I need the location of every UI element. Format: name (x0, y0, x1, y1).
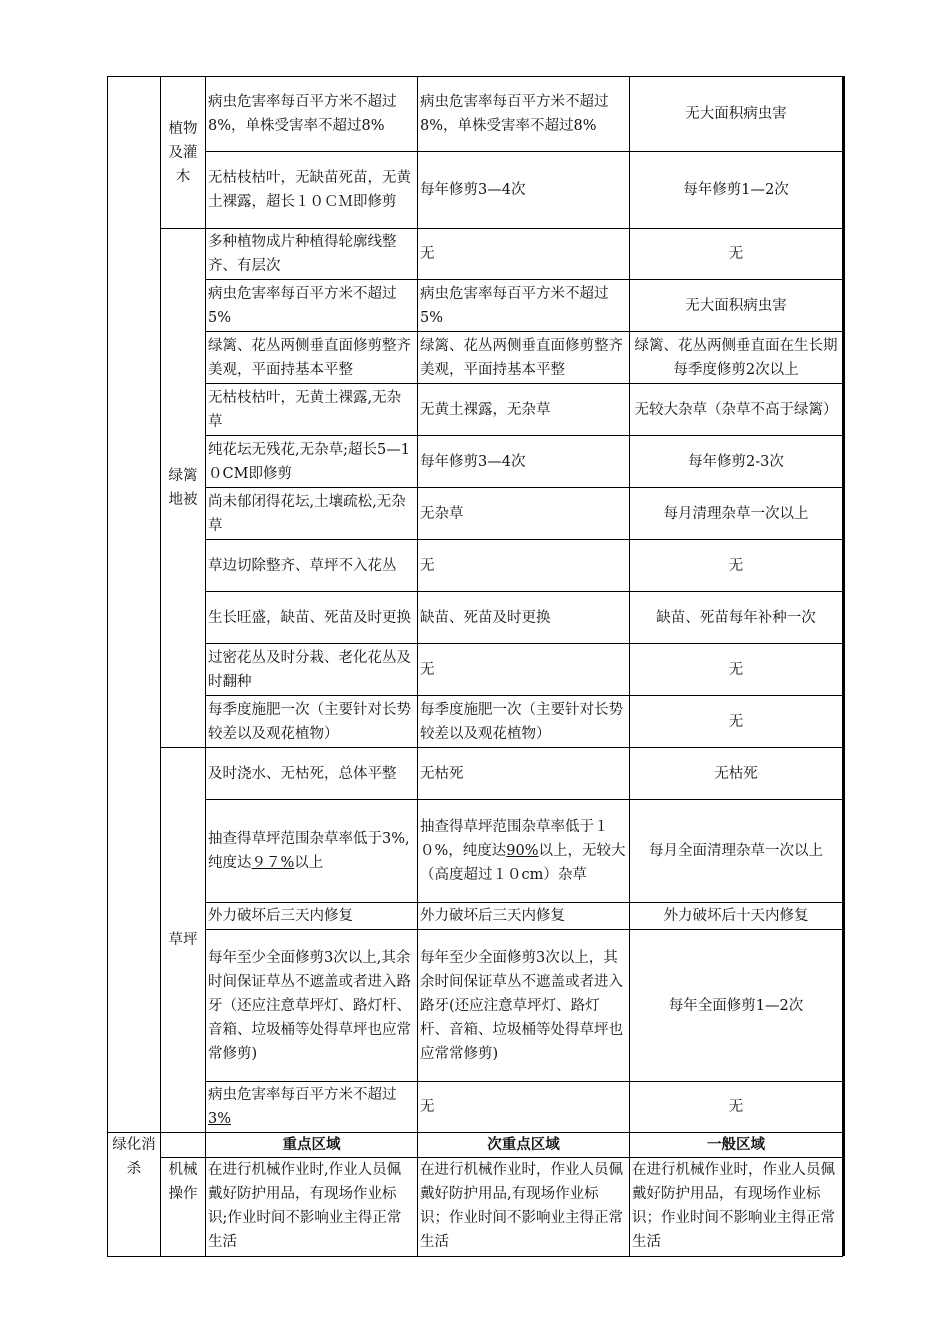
cell-secondary-area: 病虫危害率每百平方米不超过8%，单株受害率不超过8% (418, 77, 630, 152)
table-row (108, 488, 843, 540)
cell-secondary-area: 绿篱、花丛两侧垂直面修剪整齐美观，平面持基本平整 (418, 332, 630, 384)
cell-general-area: 每月全面清理杂草一次以上 (630, 800, 843, 903)
underlined-value: ９７% (251, 855, 295, 871)
table-row (108, 930, 843, 1082)
group-label-plants-shrubs: 植物及灌木 (161, 77, 206, 229)
cell-general-area: 无 (630, 644, 843, 696)
cell-key-area: 多种植物成片种植得轮廓线整齐、有层次 (206, 229, 418, 280)
cell-secondary-area: 无 (418, 540, 630, 592)
cell-secondary-area: 每季度施肥一次（主要针对长势较差以及观花植物） (418, 696, 630, 748)
table-row (108, 152, 843, 229)
cell-general-area: 在进行机械作业时，作业人员佩戴好防护用品，有现场作业标识；作业时间不影响业主得正常生活 (630, 1158, 843, 1257)
cell-secondary-area: 在进行机械作业时，作业人员佩戴好防护用品,有现场作业标识；作业时间不影响业主得正常生活 (418, 1158, 630, 1257)
cell-key-area (206, 800, 418, 903)
table-header-row (108, 1133, 843, 1158)
cell-key-area: 过密花丛及时分栽、老化花丛及时翻种 (206, 644, 418, 696)
table-row (108, 1158, 843, 1257)
cell-key-area: 无枯枝枯叶，无缺苗死苗，无黄土裸露，超长１０ＣＭ即修剪 (206, 152, 418, 229)
cell-key-area: 尚未郁闭得花坛,土壤疏松,无杂草 (206, 488, 418, 540)
cell-general-area: 无 (630, 1082, 843, 1133)
group-label-machine-operation: 机械操作 (161, 1158, 206, 1257)
table-row (108, 696, 843, 748)
table-row (108, 903, 843, 930)
cell-general-area: 无 (630, 229, 843, 280)
pest-control-table (107, 1132, 843, 1257)
cell-general-area: 每年修剪2-3次 (630, 436, 843, 488)
cell-secondary-area: 每年修剪3—4次 (418, 152, 630, 229)
cell-key-area: 草边切除整齐、草坪不入花丛 (206, 540, 418, 592)
cell-general-area: 每年修剪1—2次 (630, 152, 843, 229)
cell-general-area: 外力破坏后十天内修复 (630, 903, 843, 930)
cell-secondary-area (418, 800, 630, 903)
cell-general-area: 缺苗、死苗每年补种一次 (630, 592, 843, 644)
table-row (108, 280, 843, 332)
text: 以上，无较大（高度超过１０cm）杂草 (420, 843, 626, 883)
group-label-hedge-groundcover: 绿篱地被 (161, 229, 206, 748)
greening-standards-table (107, 76, 843, 1133)
cell-secondary-area: 无 (418, 1082, 630, 1133)
cell-secondary-area: 无 (418, 229, 630, 280)
cell-secondary-area: 每年修剪3—4次 (418, 436, 630, 488)
header-key-area: 重点区域 (206, 1133, 418, 1158)
table-row (108, 644, 843, 696)
cell-secondary-area: 每年至少全面修剪3次以上，其余时间保证草丛不遮盖或者进入路牙(还应注意草坪灯、路灯杆、音箱、垃圾桶等处得草坪也应常常修剪) (418, 930, 630, 1082)
underlined-value: 3% (208, 1111, 232, 1127)
text: 抽查得草坪范围杂草率低于１０%，纯度达 (420, 819, 609, 859)
cell-secondary-area: 无黄土裸露，无杂草 (418, 384, 630, 436)
cell-key-area: 每年至少全面修剪3次以上,其余时间保证草丛不遮盖或者进入路牙（还应注意草坪灯、路灯杆、音箱、垃圾桶等处得草坪也应常常修剪) (206, 930, 418, 1082)
table-row (108, 384, 843, 436)
cell-general-area: 无大面积病虫害 (630, 77, 843, 152)
cell-key-area: 每季度施肥一次（主要针对长势较差以及观花植物） (206, 696, 418, 748)
table-row (108, 748, 843, 800)
text: 以上 (294, 855, 324, 871)
cell-key-area (206, 1082, 418, 1133)
cell-general-area: 每年全面修剪1—2次 (630, 930, 843, 1082)
cell-general-area: 无 (630, 696, 843, 748)
text: 抽查得草坪范围杂草率低于3%,纯度达 (208, 831, 410, 871)
cell-secondary-area: 病虫危害率每百平方米不超过5% (418, 280, 630, 332)
header-secondary-area: 次重点区域 (418, 1133, 630, 1158)
cell-general-area: 绿篱、花丛两侧垂直面在生长期每季度修剪2次以上 (630, 332, 843, 384)
cell-general-area: 无较大杂草（杂草不高于绿篱） (630, 384, 843, 436)
table-row (108, 1082, 843, 1133)
table-row (108, 77, 843, 152)
cell-key-area: 病虫危害率每百平方米不超过5% (206, 280, 418, 332)
cell-general-area: 无 (630, 540, 843, 592)
cell-general-area: 无枯死 (630, 748, 843, 800)
cell-secondary-area: 外力破坏后三天内修复 (418, 903, 630, 930)
cell-secondary-area: 缺苗、死苗及时更换 (418, 592, 630, 644)
cell-key-area: 生长旺盛，缺苗、死苗及时更换 (206, 592, 418, 644)
cell-key-area: 在进行机械作业时,作业人员佩戴好防护用品，有现场作业标识;作业时间不影响业主得正常生活 (206, 1158, 418, 1257)
blank-header-cell (161, 1133, 206, 1158)
table-row (108, 592, 843, 644)
text: 病虫危害率每百平方米不超过 (208, 1087, 397, 1103)
cell-key-area: 外力破坏后三天内修复 (206, 903, 418, 930)
cell-key-area: 无枯枝枯叶，无黄土裸露,无杂草 (206, 384, 418, 436)
table-row (108, 800, 843, 903)
table-row (108, 540, 843, 592)
section-label-pest-control: 绿化消杀 (108, 1133, 161, 1257)
cell-key-area: 及时浇水、无枯死，总体平整 (206, 748, 418, 800)
cell-secondary-area: 无杂草 (418, 488, 630, 540)
cell-key-area: 绿篱、花丛两侧垂直面修剪整齐美观，平面持基本平整 (206, 332, 418, 384)
cell-key-area: 纯花坛无残花,无杂草;超长5—1０CM即修剪 (206, 436, 418, 488)
group-label-lawn: 草坪 (161, 748, 206, 1133)
cell-secondary-area: 无 (418, 644, 630, 696)
underlined-value: 90% (506, 843, 539, 859)
table-row (108, 436, 843, 488)
cell-general-area: 无大面积病虫害 (630, 280, 843, 332)
cell-general-area: 每月清理杂草一次以上 (630, 488, 843, 540)
cell-secondary-area: 无枯死 (418, 748, 630, 800)
table-row (108, 229, 843, 280)
blank-category-cell (108, 77, 161, 1133)
table-row (108, 332, 843, 384)
header-general-area: 一般区域 (630, 1133, 843, 1158)
cell-key-area: 病虫危害率每百平方米不超过8%，单株受害率不超过8% (206, 77, 418, 152)
